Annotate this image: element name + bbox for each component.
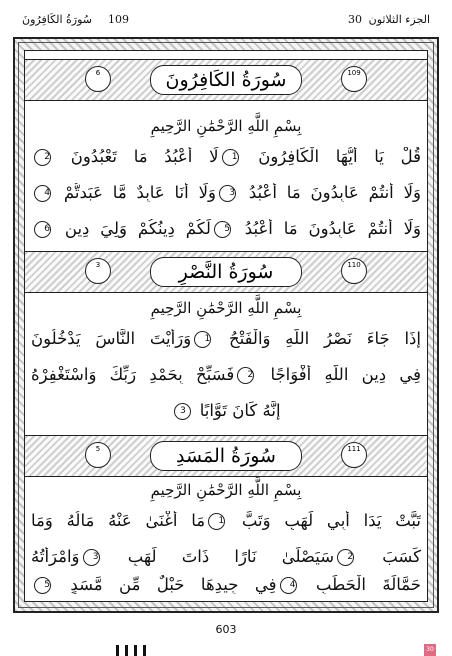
verse-text: سَيَصْلَىٰ نَارًا ذَاتَ لَهَبٍ bbox=[102, 547, 335, 566]
verse-text: تَبَّتْ يَدَا أَبِي لَهَبٍ وَتَبَّ bbox=[228, 511, 421, 530]
verse-text: كَسَبَ bbox=[357, 547, 421, 566]
verse-text: وَلَا أَنتُمْ عَابِدُونَ مَا أَعْبُدُ bbox=[233, 219, 421, 238]
verse-line bbox=[31, 547, 421, 566]
surah-banner-masad bbox=[25, 435, 427, 477]
surah-number: 110 bbox=[347, 261, 361, 269]
ayah-number-marker: 3 bbox=[219, 185, 236, 202]
verse-text: وَامْرَأَتُهُ bbox=[31, 547, 80, 566]
verse-text: قُلْ يَا أَيُّهَا الْكَافِرُونَ bbox=[241, 147, 421, 166]
header-juz-name: الجزء الثلاثون bbox=[368, 13, 430, 26]
ayah-number-marker: 1 bbox=[222, 149, 239, 166]
page-header bbox=[22, 10, 430, 30]
ayah-count: 5 bbox=[95, 445, 101, 453]
ayah-number-marker: 5 bbox=[214, 221, 231, 238]
verse-line bbox=[31, 219, 421, 238]
verse-text: حَمَّالَةَ الْحَطَبِ bbox=[299, 575, 421, 594]
page-text-area bbox=[24, 50, 428, 602]
ayah-number-marker: 2 bbox=[237, 367, 254, 384]
ayah-number-marker: 3 bbox=[83, 549, 100, 566]
bismillah: بِسْمِ اللَّهِ الرَّحْمَٰنِ الرَّحِيمِ bbox=[150, 481, 302, 499]
header-juz-number: 30 bbox=[348, 13, 362, 26]
surah-title: سُورَةُ الكَافِرُونَ bbox=[150, 65, 302, 95]
header-surah-name: سُورَةُ الكَافِرُونَ bbox=[22, 13, 93, 26]
verse-text: وَلَا أَنتُمْ عَابِدُونَ مَا أَعْبُدُ bbox=[238, 183, 421, 202]
ayah-number-marker: 4 bbox=[280, 577, 297, 594]
juz-corner-tab: 30 bbox=[424, 644, 436, 656]
ayah-count: 6 bbox=[95, 69, 101, 77]
verse-text: فِي جِيدِهَا حَبْلٌ مِّن مَّسَدٍ bbox=[54, 575, 277, 594]
verse-line bbox=[31, 147, 421, 166]
surah-title: سُورَةُ المَسَدِ bbox=[150, 441, 302, 471]
verse-line bbox=[31, 575, 421, 594]
bismillah: بِسْمِ اللَّهِ الرَّحْمَٰنِ الرَّحِيمِ bbox=[150, 117, 302, 135]
surah-number: 109 bbox=[347, 69, 361, 77]
surah-number-medallion bbox=[341, 442, 367, 468]
ayah-number-marker: 3 bbox=[174, 403, 191, 420]
verse-text: وَلَا أَنَا عَابِدٌ مَّا عَبَدتُّمْ bbox=[54, 183, 216, 202]
ayah-number-marker: 1 bbox=[208, 513, 225, 530]
ayah-number-marker: 1 bbox=[194, 331, 211, 348]
verse-line bbox=[31, 511, 421, 530]
verse-text: وَرَأَيْتَ النَّاسَ يَدْخُلُونَ bbox=[31, 329, 192, 348]
page-number: 603 bbox=[215, 623, 237, 636]
verse-line bbox=[31, 329, 421, 348]
header-surah-number: 109 bbox=[108, 13, 129, 26]
verse-text: إِذَا جَاءَ نَصْرُ اللَّهِ وَالْفَتْحُ bbox=[214, 329, 421, 348]
verse-text: فَسَبِّحْ بِحَمْدِ رَبِّكَ وَاسْتَغْفِرْهُ bbox=[31, 365, 235, 384]
surah-number: 111 bbox=[347, 445, 361, 453]
verse-text: لَكُمْ دِينُكُمْ وَلِيَ دِينِ bbox=[54, 219, 211, 238]
ayah-number-marker: 6 bbox=[34, 221, 51, 238]
surah-number-medallion bbox=[341, 66, 367, 92]
surah-banner-nasr bbox=[25, 251, 427, 293]
ayah-number-marker: 4 bbox=[34, 185, 51, 202]
print-registration-marks bbox=[116, 645, 146, 656]
verse-line bbox=[31, 365, 421, 384]
ayah-count-medallion bbox=[85, 66, 111, 92]
surah-number-medallion bbox=[341, 258, 367, 284]
verse-text: فِي دِينِ اللَّهِ أَفْوَاجًا bbox=[257, 365, 421, 384]
ayah-count-medallion bbox=[85, 258, 111, 284]
surah-title: سُورَةُ النَّصْرِ bbox=[150, 257, 302, 287]
ayah-number-marker: 5 bbox=[34, 577, 51, 594]
verse-text: لَا أَعْبُدُ مَا تَعْبُدُونَ bbox=[54, 147, 219, 166]
ayah-number-marker: 2 bbox=[337, 549, 354, 566]
verse-line bbox=[31, 401, 421, 420]
bismillah: بِسْمِ اللَّهِ الرَّحْمَٰنِ الرَّحِيمِ bbox=[150, 299, 302, 317]
verse-text: مَا أَغْنَىٰ عَنْهُ مَالُهُ وَمَا bbox=[31, 511, 206, 530]
surah-banner-kafirun bbox=[25, 59, 427, 101]
ayah-number-marker: 2 bbox=[34, 149, 51, 166]
ayah-count: 3 bbox=[95, 261, 101, 269]
ayah-count-medallion bbox=[85, 442, 111, 468]
verse-line bbox=[31, 183, 421, 202]
verse-text: إِنَّهُ كَانَ تَوَّابًا bbox=[194, 401, 281, 420]
